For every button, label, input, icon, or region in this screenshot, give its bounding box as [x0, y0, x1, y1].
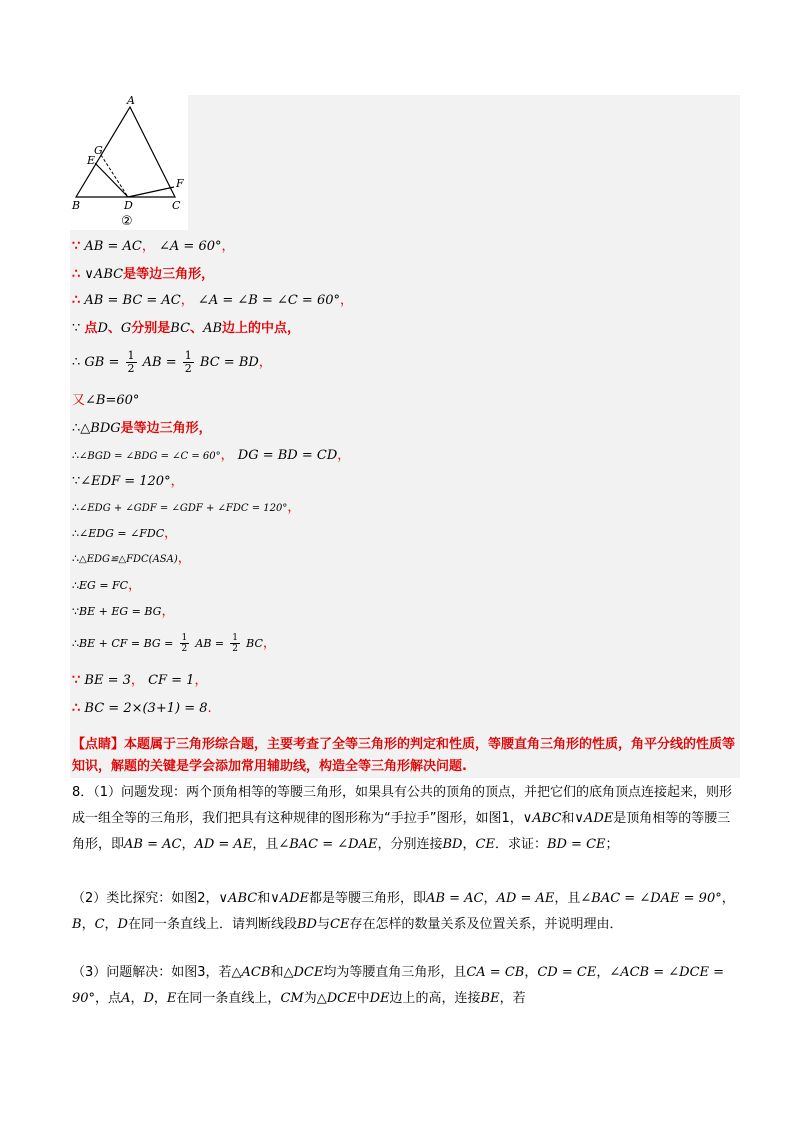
- therefore-symbol: ∴: [72, 579, 79, 592]
- because-symbol: ∵: [72, 605, 79, 618]
- solution-line-14: [72, 603, 174, 621]
- math-expr: B: [72, 917, 82, 932]
- therefore-symbol: ∴: [72, 293, 81, 308]
- question-8-part-1: [72, 780, 742, 858]
- question-8-part-3: [72, 960, 742, 1012]
- math-expr: AD = AE: [496, 891, 555, 906]
- math-expr: ∨ADE: [270, 891, 310, 906]
- math-expr: CA = CB: [466, 965, 525, 980]
- math-expr: ∠BAC = ∠DAE: [278, 837, 378, 852]
- solution-line-8: [72, 447, 350, 466]
- math-expr: AD = AE: [194, 837, 253, 852]
- because-symbol: ∵: [72, 673, 81, 688]
- math-expr: ∠ACB = ∠DCE = 90°: [72, 965, 725, 1006]
- text: ，: [170, 474, 184, 489]
- label-d: D: [124, 199, 133, 212]
- therefore-symbol: ∴: [72, 355, 81, 370]
- solution-line-2: [72, 266, 214, 284]
- therefore-symbol: ∴: [72, 421, 81, 436]
- math-expr: ∠BAC = ∠DAE = 90°: [580, 891, 722, 906]
- math-expr: AB = BC = AC: [84, 293, 181, 308]
- geometry-figure: [70, 95, 188, 230]
- text: ，: [337, 448, 351, 463]
- fraction-half: [126, 350, 137, 375]
- text: 均为等腰直角三角形，且: [323, 965, 467, 980]
- text: 中: [356, 991, 370, 1006]
- math-expr: D: [97, 321, 108, 336]
- text: ，: [130, 673, 144, 688]
- math-expr: ∨ABC: [218, 891, 258, 906]
- text: ．求证：: [494, 837, 547, 852]
- solution-line-13: [72, 577, 141, 595]
- text: （2）类比探究：如图2，: [72, 891, 219, 906]
- math-expr: GB =: [84, 355, 120, 370]
- text: ，: [104, 917, 118, 932]
- solution-line-4: [72, 320, 300, 338]
- text: 又: [72, 393, 86, 408]
- text: 都是等腰三角形，即: [309, 891, 427, 906]
- triangle-abc: [76, 107, 175, 197]
- label-a: A: [127, 95, 135, 107]
- math-expr: △ACB: [231, 965, 271, 980]
- math-expr: D: [117, 917, 128, 932]
- solution-line-15: [72, 633, 276, 654]
- text: ，: [161, 604, 175, 619]
- text: 和: [270, 965, 284, 980]
- text: ；: [605, 837, 619, 852]
- text: ，: [287, 500, 301, 515]
- text: ，: [194, 673, 208, 688]
- denominator: 2: [181, 644, 188, 654]
- text: ，: [596, 965, 610, 980]
- text: ，点: [95, 991, 122, 1006]
- text: ，: [262, 636, 276, 651]
- math-expr: AB: [203, 321, 223, 336]
- math-expr: E: [166, 991, 177, 1006]
- solution-line-9: [72, 473, 184, 491]
- label-f: F: [176, 177, 184, 190]
- text: 、: [107, 321, 121, 336]
- math-expr: ∨ABC: [84, 267, 124, 282]
- text: ，: [258, 355, 272, 370]
- therefore-symbol: ∴: [72, 527, 79, 540]
- segment-df: [128, 187, 174, 197]
- math-expr: △DCE: [283, 965, 324, 980]
- math-expr: AB =: [142, 355, 177, 370]
- text: 在同一条直线上．请判断线段: [127, 917, 297, 932]
- text: 点: [84, 321, 98, 336]
- question-8-part-2: [72, 886, 742, 938]
- text: 8．（1）问题发现：两个顶角相等的等腰三角形，如果具有公共的顶角的顶点，并把它们的底角顶点连接起来，则形成一组全等的三角形，我们把具有这种规律的图形称为“手拉手”图形，如图1，: [72, 785, 733, 826]
- label-c: C: [172, 199, 181, 212]
- numerator: 1: [181, 633, 188, 643]
- text: ，: [128, 578, 142, 593]
- math-expr: ∠A = ∠B = ∠C = 60°: [197, 293, 341, 308]
- math-expr: ∨ABC: [522, 811, 562, 826]
- math-expr: BE + EG = BG: [79, 605, 162, 618]
- math-expr: AB = AC: [124, 837, 182, 852]
- math-expr: AB = AC: [426, 891, 484, 906]
- text: （3）问题解决：如图3，若: [72, 965, 232, 980]
- math-expr: EG = FC: [79, 579, 129, 592]
- because-symbol: ∵: [72, 321, 81, 336]
- label-b: B: [72, 199, 81, 212]
- math-expr: ∠A = 60°: [159, 239, 222, 254]
- math-expr: BC: [170, 321, 191, 336]
- solution-line-3: [72, 292, 353, 310]
- text: ，: [721, 891, 735, 906]
- numerator: 1: [232, 633, 239, 643]
- fraction-half: [183, 350, 194, 375]
- text: ，: [221, 239, 235, 254]
- key-point-note: 【点睛】本题属于三角形综合题，主要考查了全等三角形的判定和性质，等腰直角三角形的性质，角平分线的性质等知识，解题的关键是学会添加常用辅助线，构造全等三角形解决问题.: [72, 737, 736, 774]
- math-expr: ∠EDG = ∠FDC: [79, 527, 165, 540]
- text: ，: [181, 837, 195, 852]
- therefore-symbol: ∴: [72, 701, 81, 716]
- solution-line-11: [72, 525, 177, 543]
- because-symbol: ∵: [72, 474, 81, 489]
- because-symbol: ∵: [72, 239, 81, 254]
- text: ，: [524, 965, 538, 980]
- math-expr: CE: [330, 917, 350, 932]
- fraction-half: [230, 633, 240, 654]
- math-expr: CD = CE: [537, 965, 597, 980]
- text: 是等边三角形，: [123, 267, 215, 282]
- text: ，: [81, 917, 95, 932]
- math-expr: ∠EDG + ∠GDF = ∠GDF + ∠FDC = 120°: [79, 503, 288, 514]
- denominator: 2: [232, 644, 239, 654]
- solution-line-17: [72, 700, 212, 718]
- text: ，: [220, 448, 234, 463]
- math-expr: A: [121, 991, 131, 1006]
- segment-gd: [101, 155, 128, 197]
- text: 存在怎样的数量关系及位置关系，并说明理由．: [349, 917, 623, 932]
- math-expr: BC = 2×(3+1) = 8: [84, 701, 208, 716]
- math-expr: BE + CF = BG =: [79, 637, 174, 650]
- denominator: 2: [184, 362, 192, 375]
- math-expr: C: [94, 917, 105, 932]
- math-expr: △DCE: [316, 991, 357, 1006]
- solution-line-12: [72, 550, 191, 569]
- text: .: [207, 701, 212, 716]
- solution-line-16: [72, 672, 207, 690]
- math-expr: BD: [297, 917, 317, 932]
- solution-line-7: [72, 420, 212, 438]
- math-expr: ∨ADE: [574, 811, 614, 826]
- label-g: G: [94, 144, 103, 157]
- text: ，若: [499, 991, 526, 1006]
- text: 在同一条直线上，: [176, 991, 281, 1006]
- text: ，: [130, 991, 144, 1006]
- therefore-symbol: ∴: [72, 501, 79, 514]
- text: 边上的高，连接: [389, 991, 481, 1006]
- math-expr: DE: [369, 991, 390, 1006]
- math-expr: ∠BGD = ∠BDG = ∠C = 60°: [79, 451, 221, 462]
- math-expr: AB =: [195, 637, 225, 650]
- numerator: 1: [127, 349, 135, 362]
- math-expr: CE: [475, 837, 495, 852]
- math-expr: AB = AC: [84, 239, 142, 254]
- math-expr: G: [120, 321, 132, 336]
- text: ，: [180, 293, 194, 308]
- fraction-half: [180, 633, 190, 654]
- solution-line-10: [72, 499, 300, 518]
- text: ，: [483, 891, 497, 906]
- text: ，: [462, 837, 476, 852]
- math-expr: △BDG: [80, 421, 121, 436]
- math-expr: BE: [480, 991, 500, 1006]
- math-expr: BD: [442, 837, 463, 852]
- text: 分别是: [131, 321, 171, 336]
- text: ，: [164, 526, 178, 541]
- denominator: 2: [127, 362, 135, 375]
- text: ，: [153, 991, 167, 1006]
- text: ，: [141, 239, 155, 254]
- text: 是顶角相等的等腰三角形，即: [72, 811, 731, 852]
- math-expr: △EDG≌△FDC(ASA): [79, 554, 178, 565]
- text: ，且: [252, 837, 279, 852]
- therefore-symbol: ∴: [72, 637, 79, 650]
- text: 为: [303, 991, 317, 1006]
- numerator: 1: [184, 349, 192, 362]
- text: ，分别连接: [377, 837, 443, 852]
- text: 和: [561, 811, 575, 826]
- text: 、: [190, 321, 204, 336]
- text: ，: [340, 293, 354, 308]
- triangle-diagram: [70, 95, 188, 230]
- math-expr: CF = 1: [148, 673, 195, 688]
- math-expr: ∠B=60°: [85, 393, 140, 408]
- text: 边上的中点，: [222, 321, 301, 336]
- solution-line-5: [72, 350, 272, 375]
- math-expr: CM: [280, 991, 304, 1006]
- text: ，: [177, 551, 191, 566]
- math-expr: BE = 3: [84, 673, 131, 688]
- text: ，且: [554, 891, 581, 906]
- therefore-symbol: ∴: [72, 267, 81, 282]
- math-expr: BC: [246, 637, 263, 650]
- math-expr: DG = BD = CD: [237, 448, 338, 463]
- text: 和: [257, 891, 271, 906]
- math-expr: BC = BD: [199, 355, 259, 370]
- segment-ed: [95, 163, 128, 197]
- text: 是等边三角形，: [120, 421, 212, 436]
- math-expr: D: [143, 991, 154, 1006]
- therefore-symbol: ∴: [72, 552, 79, 565]
- figure-caption: ②: [121, 214, 133, 229]
- therefore-symbol: ∴: [72, 449, 79, 462]
- label-e: E: [87, 154, 96, 167]
- math-expr: BD = CE: [546, 837, 606, 852]
- solution-line-6: [72, 392, 139, 410]
- math-expr: ∠EDF = 120°: [80, 474, 171, 489]
- text: 与: [316, 917, 330, 932]
- solution-line-1: [72, 238, 235, 256]
